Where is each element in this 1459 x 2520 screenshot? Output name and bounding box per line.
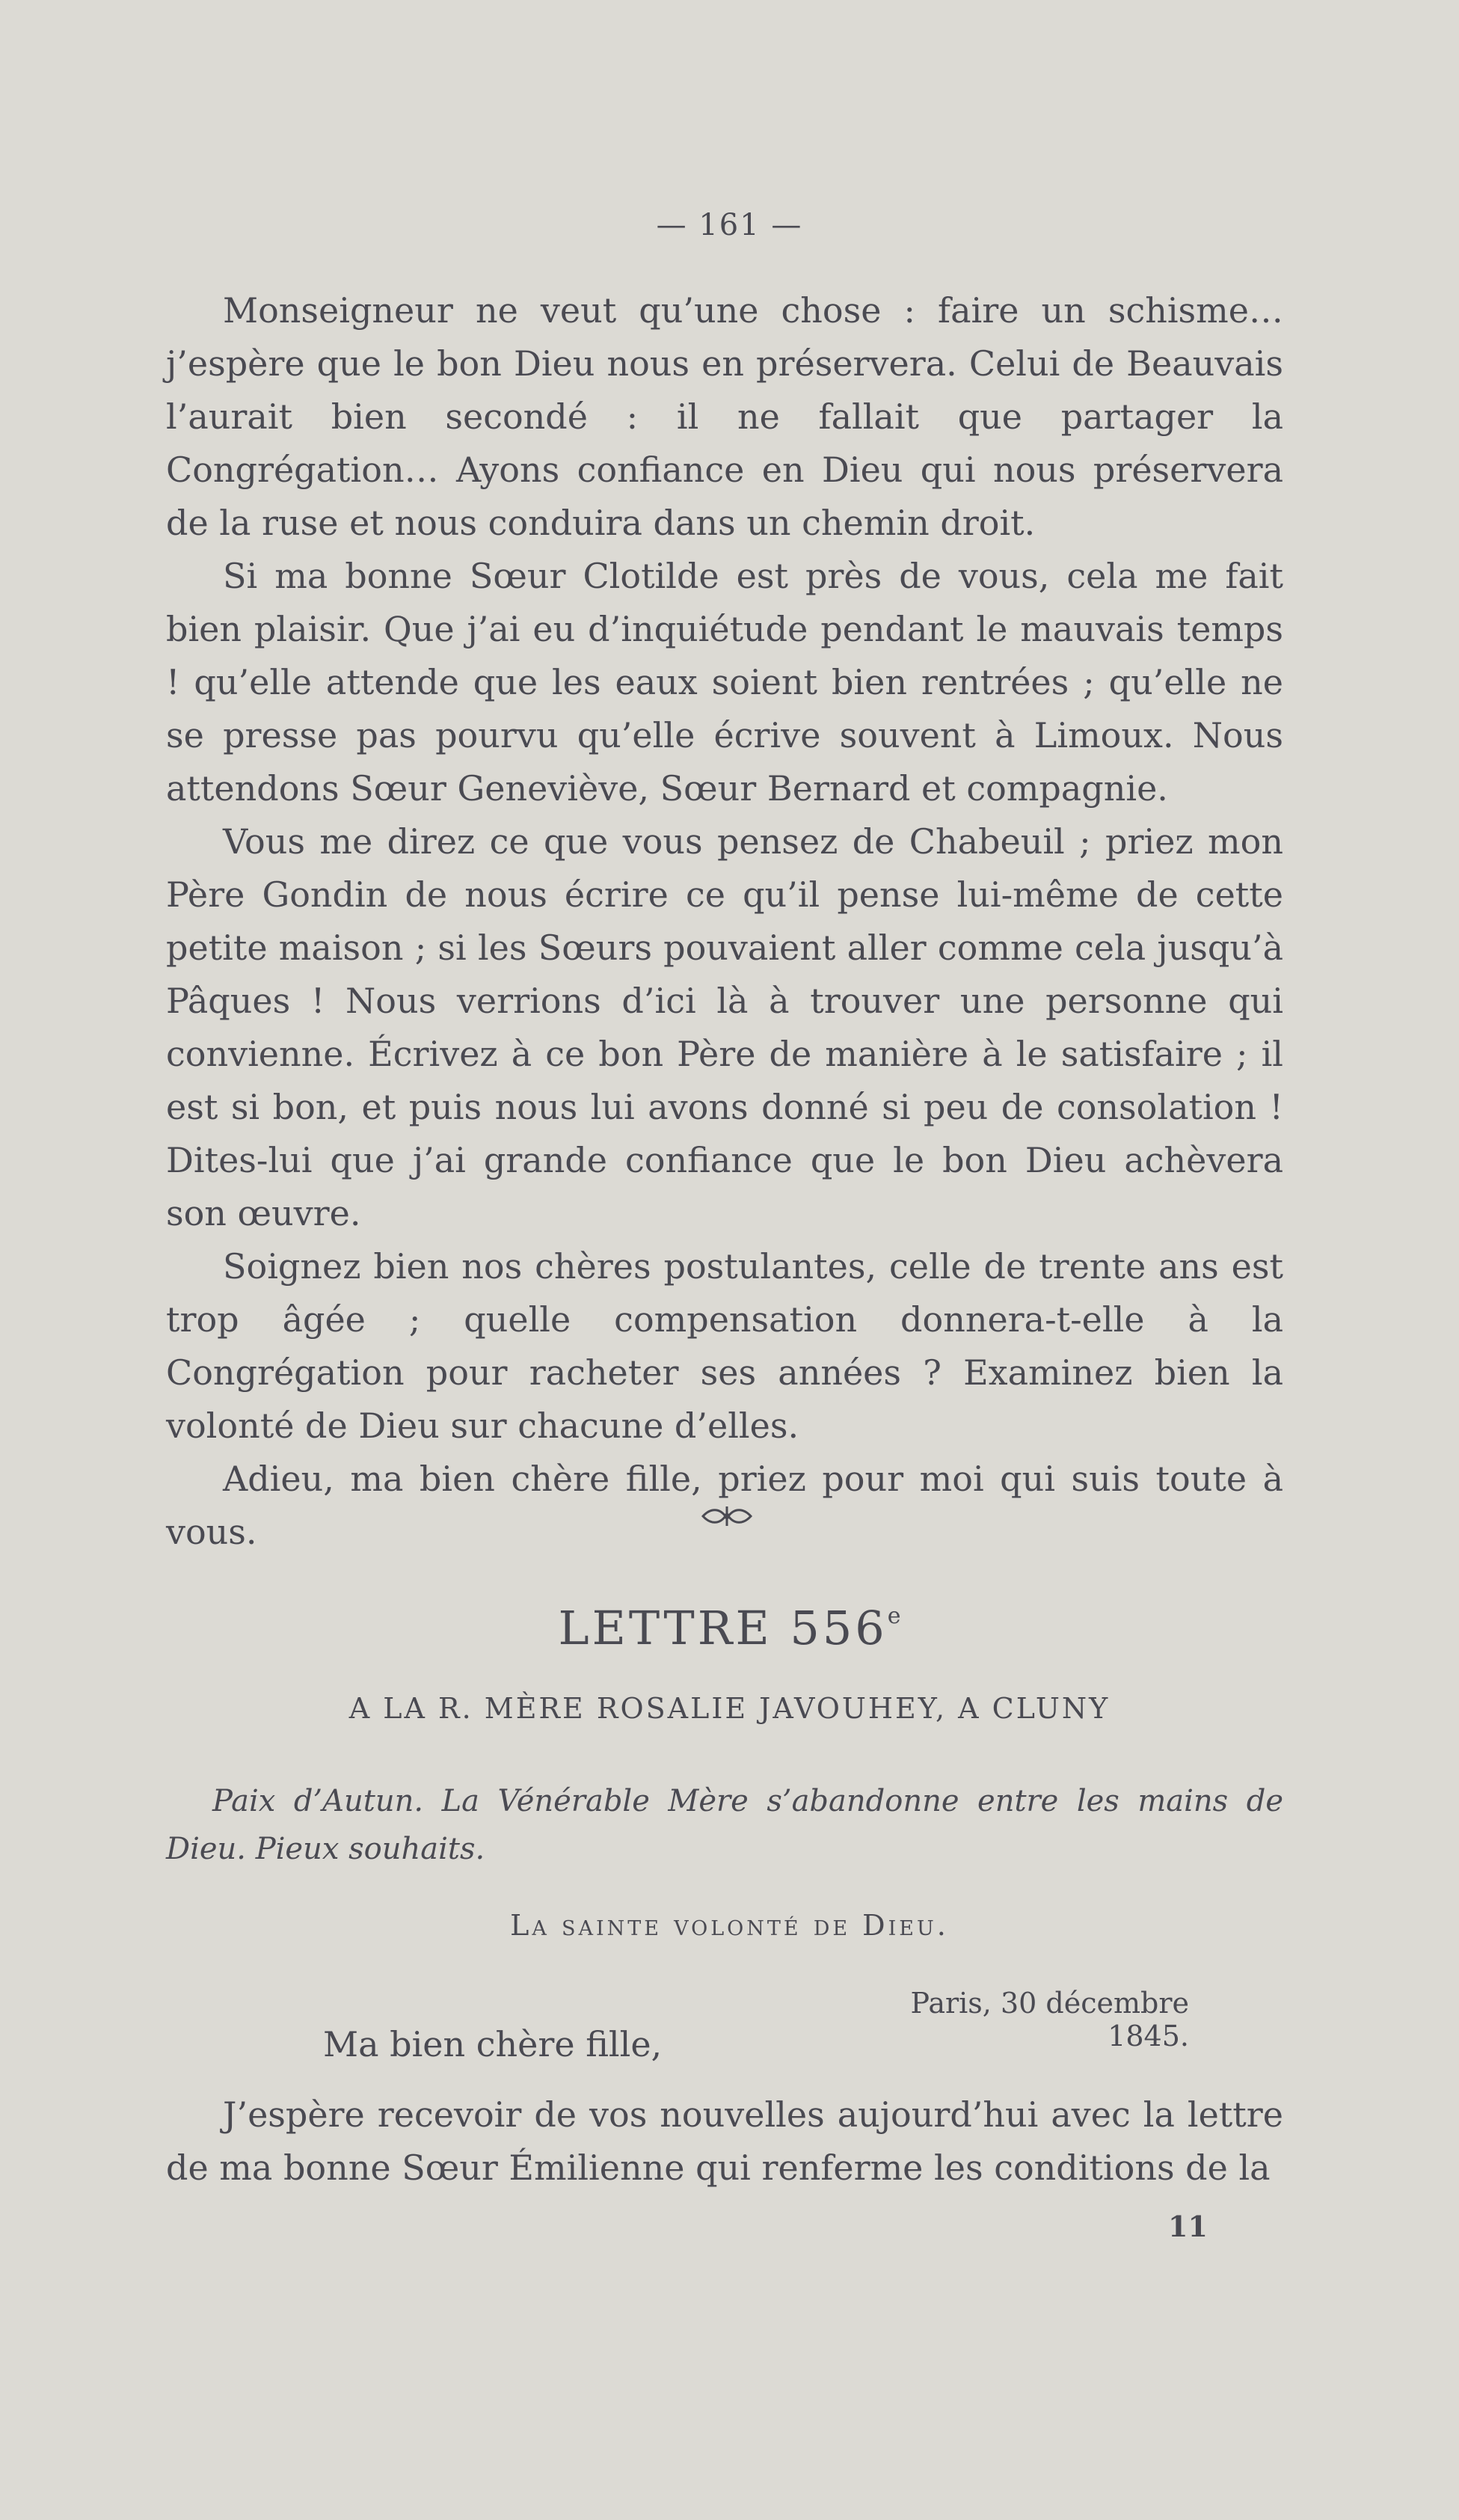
fleuron-ornament-icon	[700, 1503, 754, 1529]
paragraph-schism: Monseigneur ne veut qu’une chose : faire un schisme… j’espère que le bon Dieu nous en préservera. Celui de Beauvais l’aurait bien secondé : il ne fallait que partager la Congrégation… Ayons confiance en Dieu qui nous préservera de la ruse et nous conduira dans un chemin droit.	[166, 290, 1283, 543]
paragraph-nouvelles: J’espère recevoir de vos nouvelles aujourd’hui avec la lettre de ma bonne Sœur Émilienne qui renferme les conditions de la	[166, 2094, 1283, 2188]
printer-signature-mark: 11	[1168, 2210, 1208, 2243]
letter-continuation-text	[166, 284, 1283, 1559]
letter-number: LETTRE 556	[558, 1601, 888, 1655]
paragraph-soeur-clotilde: Si ma bonne Sœur Clotilde est près de vous, cela me fait bien plaisir. Que j’ai eu d’inquiétude pendant le mauvais temps ! qu’elle attende que les eaux soient bien rentrées ; qu’elle ne se presse pas pourvu qu’elle écrive souvent à Limoux. Nous attendons Sœur Geneviève, Sœur Bernard et compagnie.	[166, 556, 1283, 809]
letter-addressee: A LA R. MÈRE ROSALIE JAVOUHEY, A CLUNY	[348, 1692, 1111, 1725]
letter-heading	[0, 1601, 1459, 1655]
letter-number-suffix: e	[887, 1603, 901, 1629]
paragraph-postulantes: Soignez bien nos chères postulantes, celle de trente ans est trop âgée ; quelle compensation donnera-t-elle à la Congrégation pour racheter ses années ? Examinez bien la volonté de Dieu sur chacune d’elles.	[166, 1246, 1283, 1446]
paragraph-chabeuil: Vous me direz ce que vous pensez de Chabeuil ; priez mon Père Gondin de nous écrire ce qu’il pense lui-même de cette petite maison ; si les Sœurs pouvaient aller comme cela jusqu’à Pâques ! Nous verrions d’ici là à trouver une personne qui convienne. Écrivez à ce bon Père de manière à le satisfaire ; il est si bon, et puis nous lui avons donné si peu de consolation ! Dites-lui que j’ai grande confiance que le bon Dieu achèvera son œuvre.	[166, 821, 1283, 1233]
page-number-header: — 161 —	[656, 208, 803, 242]
letter-subtitle: La sainte volonté de Dieu.	[510, 1909, 949, 1942]
letter-body-text	[166, 2088, 1283, 2195]
paragraph-adieu: Adieu, ma bien chère fille, priez pour moi qui suis toute à vous.	[166, 1459, 1283, 1552]
letter-salutation: Ma bien chère fille,	[323, 2024, 663, 2064]
letter-summary: Paix d’Autun. La Vénérable Mère s’abandonne entre les mains de Dieu. Pieux souhaits.	[166, 1784, 1283, 1866]
letter-dateline: Paris, 30 décembre 1845.	[910, 1987, 1189, 2053]
